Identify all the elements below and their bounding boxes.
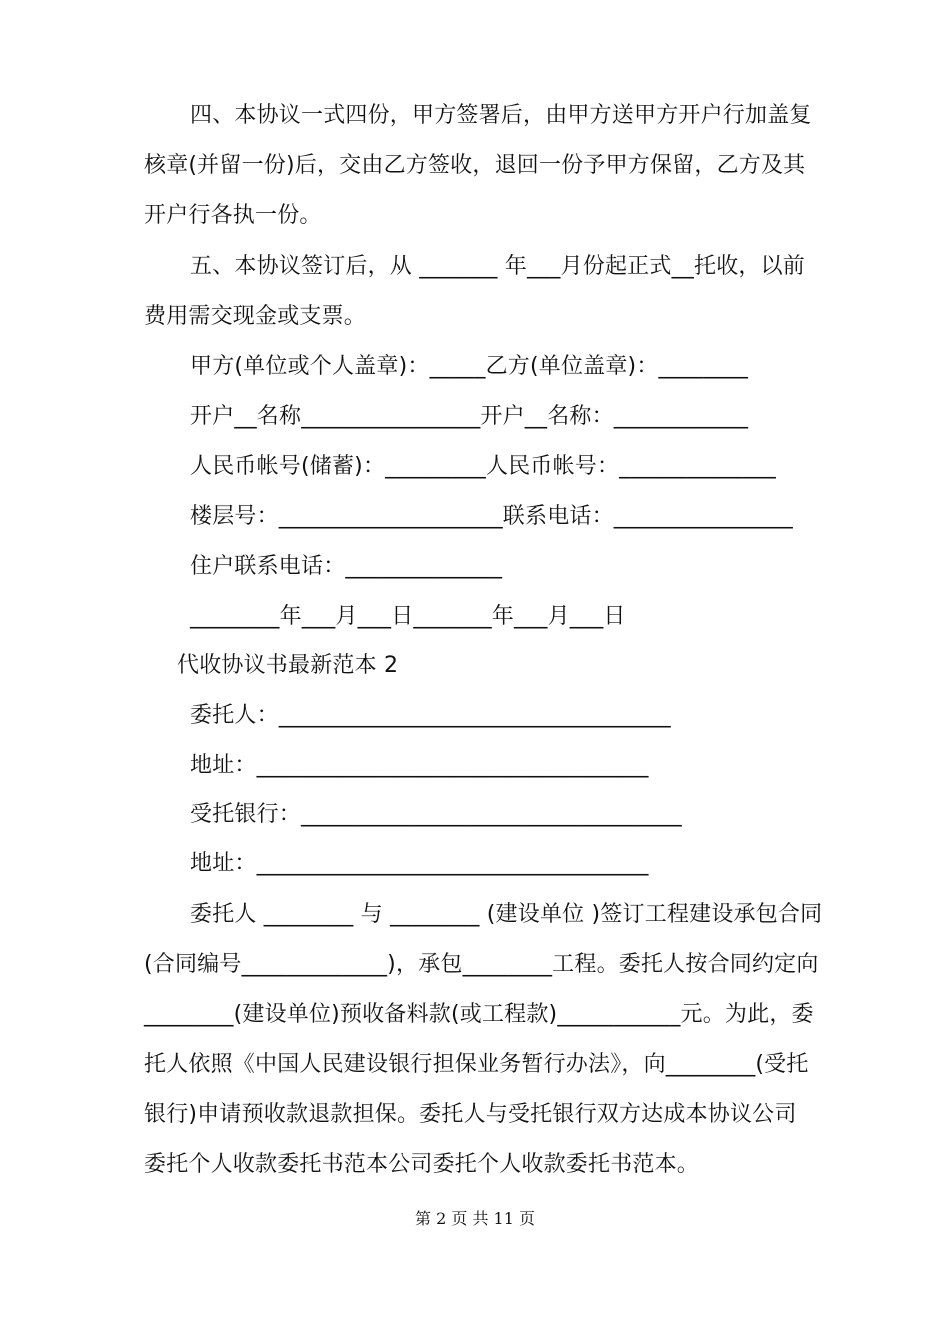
form-line: 楼层号：____________________联系电话：________________ (190, 504, 794, 529)
paragraph-line: 核章(并留一份)后，交由乙方签收，退回一份予甲方保留，乙方及其 (144, 153, 806, 178)
paragraph-line: 银行)申请预收款退款担保。委托人与受托银行双方达成本协议公司 (144, 1102, 797, 1127)
paragraph-line: 五、本协议签订后，从 _______ 年___月份起正式__托收，以前 (190, 254, 805, 279)
section-heading: 代收协议书最新范本 2 (177, 653, 399, 678)
form-line: 地址：___________________________________ (190, 851, 649, 876)
form-line: 委托人：___________________________________ (190, 703, 671, 728)
paragraph-line: 费用需交现金或支票。 (144, 304, 367, 329)
paragraph-line: 四、本协议一式四份，甲方签署后，由甲方送甲方开户行加盖复 (190, 103, 812, 128)
form-line: 住户联系电话：______________ (190, 554, 503, 579)
paragraph-line: 开户行各执一份。 (144, 203, 322, 228)
paragraph-line: 托人依照《中国人民建设银行担保业务暂行办法》，向________(受托 (144, 1052, 809, 1077)
form-line: 受托银行：__________________________________ (190, 802, 682, 827)
form-line: 开户__名称________________开户__名称：____________ (190, 404, 749, 429)
date-line: ________年___月___日_______年___月___日 (190, 604, 626, 629)
form-line: 甲方(单位或个人盖章)：_____乙方(单位盖章)：________ (190, 354, 749, 379)
form-line: 人民币帐号(储蓄)：_________人民币帐号：______________ (190, 454, 776, 479)
paragraph-line: (合同编号_____________)，承包________工程。委托人按合同约定向 (144, 952, 819, 977)
paragraph-line: ________(建设单位)预收备料款(或工程款)___________元。为此，委 (144, 1002, 814, 1027)
page-number-footer: 第 2 页 共 11 页 (415, 1209, 535, 1228)
paragraph-line: 委托个人收款委托书范本公司委托个人收款委托书范本。 (144, 1152, 700, 1177)
form-line: 地址：___________________________________ (190, 753, 649, 778)
paragraph-line: 委托人 ________ 与 ________ (建设单位 )签订工程建设承包合同 (190, 902, 823, 927)
